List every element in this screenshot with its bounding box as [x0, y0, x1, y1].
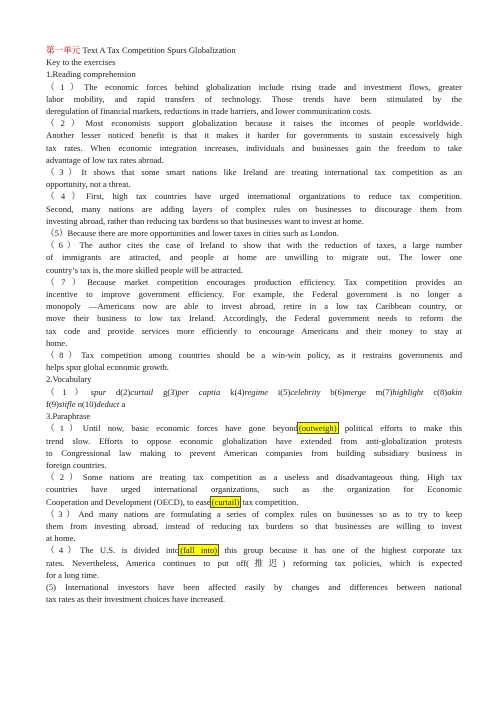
text-line: tax code and provide services more efficiently to encourage Americans and their money to stay at — [46, 325, 462, 336]
text-segment: （4）The U.S. is divided into — [46, 545, 180, 556]
text-line: country’s tax is, the more skilled people will be attracted. — [46, 264, 243, 275]
vocab-word: spur — [90, 386, 107, 397]
text-line: Second, many nations are adding layers of complex rules on businesses to discourage them from — [46, 203, 462, 214]
reading-item-2 — [46, 117, 462, 166]
highlighted-answer: (curtail) — [211, 496, 240, 507]
vocab-word: curtail — [130, 386, 154, 397]
paraphrase-item-3 — [46, 508, 462, 545]
text-segment: （1）Until now, basic economic forces have gone beyond — [46, 423, 298, 434]
text-segment: political efforts to make this — [337, 423, 462, 434]
vocab-word: deduct — [96, 398, 120, 409]
text-segment: this group because it has one of the highest corporate tax — [218, 545, 462, 556]
reading-item-7 — [46, 276, 462, 349]
text-line: （5）Because there are more opportunities and lower taxes in cities such as London. — [46, 228, 339, 239]
text-line: move their business to low tax Ireland. Accordingly, the Federal government needs to reform the — [46, 313, 462, 324]
text-line: at home. — [46, 533, 76, 544]
text-line: opportunity, not a threat. — [46, 179, 131, 190]
text-line: （2）Most economists support globalization because it raises the incomes of people worldwide. — [46, 118, 462, 129]
text-line: tax rates as their investment choices have increased. — [46, 594, 225, 605]
text-line: incentive to improve government efficiency. For example, the Federal government is no longer a — [46, 289, 462, 300]
vocabulary-line-1 — [46, 386, 462, 398]
paraphrase-item-2 — [46, 471, 462, 508]
vocab-pre: k(4) — [220, 386, 245, 397]
text-line: （6）The author cites the case of Ireland to show that with the reduction of taxes, a large number — [46, 240, 462, 251]
highlighted-answer: (fall into) — [180, 545, 218, 556]
vocab-word: akin — [447, 386, 462, 397]
vocab-word: celebrity — [290, 386, 321, 397]
text-line: （3）It shows that some smart nations like Ireland are treating international tax competition as an — [46, 167, 462, 178]
vocab-word: merge — [344, 386, 366, 397]
vocab-pre: c(8) — [423, 386, 448, 397]
text-line: （4）First, high tax countries have urged international organizations to reduce tax competition. — [46, 191, 462, 202]
text-line: （1）The economic forces behind globalization include rising trade and investment flows, greater — [46, 81, 462, 92]
reading-item-1 — [46, 81, 462, 118]
vocabulary-section-title: 2.Vocabulary — [46, 374, 92, 385]
text-line: （8）Tax competition among countries should be a win-win policy, as it restrains governments and — [46, 350, 462, 361]
text-line: labor mobility, and rapid transfers of technology. Those trends have been stimulated by the — [46, 93, 462, 104]
text-line: deregulation of financial markets, reductions in trade barriers, and lower communication costs. — [46, 106, 372, 117]
vocab-pre: d(2) — [106, 386, 131, 397]
text-line — [46, 422, 462, 434]
text-line: of immigrants are attracted, and people at home are unwilling to migrate out. The lower one — [46, 252, 462, 263]
vocab-tail: a — [119, 398, 126, 409]
key-title: Key to the exercises — [46, 57, 116, 68]
text-line: home. — [46, 337, 68, 348]
text-line: （2）Some nations are treating tax competition as a useless and disadvantageous thing. High tax — [46, 472, 462, 483]
text-line: trend slow. Efforts to oppose economic globalization have extended from anti-globalization protests — [46, 435, 462, 446]
vocab-pre: m(7) — [365, 386, 393, 397]
vocab-word: per captia — [177, 386, 221, 397]
paraphrase-item-4 — [46, 544, 462, 581]
text-line: rates. Nevertheless, America continues to put off(推迟) reforming tax policies, which is expected — [46, 557, 462, 568]
text-line: investing abroad, rather than reducing tax burdens so that businesses want to invest at home. — [46, 215, 364, 226]
text-line: helps spur global economic growth. — [46, 362, 169, 373]
vocab-pre: f(9) — [46, 398, 59, 409]
vocab-pre: n(10) — [75, 398, 97, 409]
highlighted-answer: (outweigh) — [298, 423, 337, 434]
vocab-word: regime — [244, 386, 269, 397]
reading-item-3 — [46, 166, 462, 190]
vocab-pre: （1） — [46, 386, 91, 397]
text-line — [46, 544, 462, 556]
reading-item-6 — [46, 239, 462, 276]
page-heading — [46, 44, 462, 56]
text-line: (5) International investors have been affected easily by changes and differences between national — [46, 581, 462, 592]
vocabulary-line-2 — [46, 398, 462, 410]
text-line: Another lesser noticed benefit is that it makes it harder for governments to sustain excessively high — [46, 130, 462, 141]
text-line — [46, 496, 462, 508]
text-line: foreign countries. — [46, 459, 107, 470]
text-title: Text A Tax Competition Spurs Globalization — [82, 45, 236, 55]
paraphrase-item-1 — [46, 422, 462, 471]
reading-item-8 — [46, 349, 462, 373]
vocab-pre: b(6) — [320, 386, 345, 397]
text-line: countries have urged international organizations, such as the organization for Economic — [46, 484, 462, 495]
text-line: advantage of low tax rates abroad. — [46, 154, 164, 165]
text-line: monopoly —Americans now are able to invest abroad, retire in a low tax Caribbean country, or — [46, 301, 462, 312]
paraphrase-item-5 — [46, 581, 462, 605]
vocab-pre: g(3) — [153, 386, 178, 397]
vocab-word: highlight — [392, 386, 424, 397]
vocab-pre: i(5) — [268, 386, 291, 397]
vocab-word: stifle — [58, 398, 76, 409]
reading-section-title: 1.Reading comprehension — [46, 69, 136, 80]
paraphrase-section-title: 3.Paraphrase — [46, 411, 91, 422]
text-line: for a long time. — [46, 569, 99, 580]
text-line: tax rates. When economic integration increases, individuals and businesses gain the freedom to take — [46, 142, 462, 153]
unit-label: 第一单元 — [46, 45, 81, 55]
text-line: to Congressional law making to prevent American companies from building subsidiary business in — [46, 447, 462, 458]
text-line: （7）Because market competition encourages production efficiency. Tax competition provides an — [46, 276, 462, 287]
text-segment: Cooperation and Development (OECD), to ease — [46, 496, 211, 507]
text-line: them from investing abroad, instead of reducing tax burdens so that businesses are willing to invest — [46, 520, 462, 531]
text-line: （3）And many nations are formulating a series of complex rules on businesses so as to try to keep — [46, 508, 462, 519]
text-segment: tax competition. — [240, 496, 299, 507]
reading-item-5 — [46, 227, 462, 239]
reading-item-4 — [46, 190, 462, 227]
